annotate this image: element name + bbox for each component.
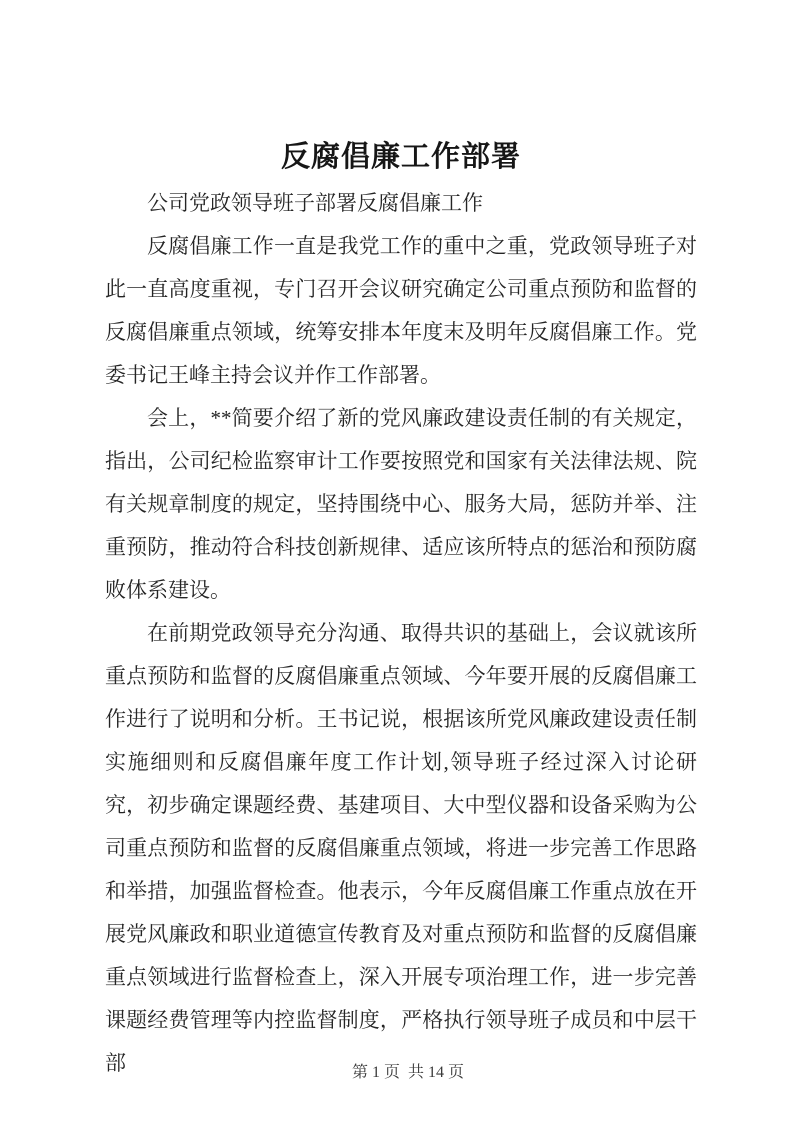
document-content (105, 0, 697, 1085)
paragraph: 会上，**简要介绍了新的党风廉政建设责任制的有关规定，指出，公司纪检监察审计工作要按照党和国家有关法律法规、院有关规章制度的规定，坚持围绕中心、服务大局，惩防并举、注重预防，推动符合科技创新规律、适应该所特点的惩治和预防腐败体系建设。 (105, 406, 697, 602)
page-footer (0, 1037, 800, 1109)
paragraph-lead: 公司党政领导班子部署反腐倡廉工作 (147, 191, 483, 215)
document-title: 反腐倡廉工作部署 (280, 141, 521, 173)
document-body (105, 182, 697, 1085)
page-number-label: 第 1 页 共 14 页 (351, 1064, 464, 1081)
paragraph: 反腐倡廉工作一直是我党工作的重中之重，党政领导班子对此一直高度重视，专门召开会议研究确定公司重点预防和监督的反腐倡廉重点领域，统筹安排本年度末及明年反腐倡廉工作。党委书记王峰主持会议并作工作部署。 (105, 234, 697, 387)
paragraph: 在前期党政领导充分沟通、取得共识的基础上，会议就该所重点预防和监督的反腐倡廉重点领域、今年要开展的反腐倡廉工作进行了说明和分析。王书记说，根据该所党风廉政建设责任制实施细则和反腐倡廉年度工作计划,领导班子经过深入讨论研究，初步确定课题经费、基建项目、大中型仪器和设备采购为公司重点预防和监督的反腐倡廉重点领域，将进一步完善工作思路和举措，加强监督检查。他表示，今年反腐倡廉工作重点放在开展党风廉政和职业道德宣传教育及对重点预防和监督的反腐倡廉重点领域进行监督检查上，深入开展专项治理工作，进一步完善课题经费管理等内控监督制度，严格执行领导班子成员和中层干部 (105, 621, 697, 1075)
